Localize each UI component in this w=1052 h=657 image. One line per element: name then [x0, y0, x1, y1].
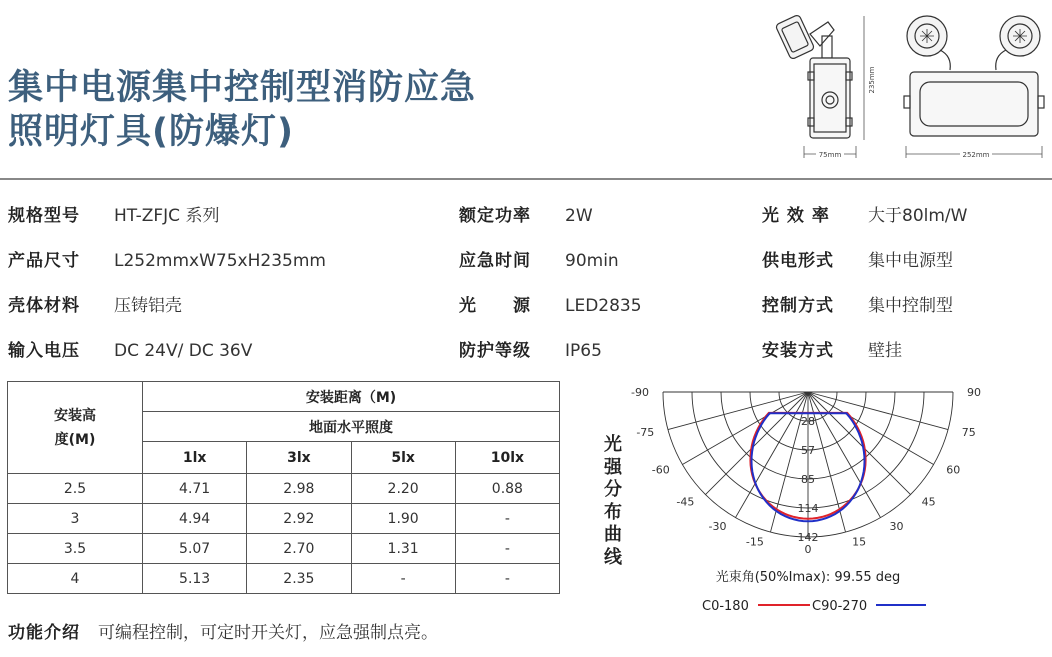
- spec-label: 应急时间: [459, 251, 531, 271]
- angle-label: -90: [631, 386, 649, 399]
- table-cell: -: [455, 534, 559, 564]
- spec-value: HT-ZFJC 系列: [114, 206, 220, 226]
- grid-spoke: [682, 392, 808, 465]
- divider-line: [0, 178, 1052, 180]
- angle-label: 75: [961, 426, 976, 440]
- legend-label-c90: C90-270: [812, 599, 868, 614]
- grid-spoke: [668, 392, 808, 430]
- spec-value: 集中电源型: [868, 251, 953, 271]
- side-view-drawing: [775, 14, 864, 158]
- polar-labels: [631, 386, 981, 556]
- function-label: 功能介绍: [8, 623, 80, 643]
- legend-label-c0: C0-180: [702, 599, 749, 614]
- spec-value: L252mmxW75xH235mm: [114, 251, 326, 271]
- spec-value: 大于80lm/W: [868, 206, 968, 226]
- column-header: 5lx: [351, 442, 455, 474]
- grid-spoke: [705, 392, 808, 495]
- spec-value: IP65: [565, 341, 602, 361]
- table-cell: -: [351, 564, 455, 594]
- column-header: 10lx: [455, 442, 559, 474]
- function-value: 可编程控制，可定时开关灯，应急强制点亮。: [98, 623, 438, 643]
- radial-label: 85: [801, 473, 815, 486]
- grid-spoke: [808, 392, 934, 465]
- spec-label: 安装方式: [762, 341, 834, 361]
- table-cell: 2.98: [247, 474, 351, 504]
- illuminance-header: 地面水平照度: [143, 412, 560, 442]
- angle-label: -15: [745, 535, 764, 549]
- beam-angle-text: 光束角(50%Imax): 99.55 deg: [715, 570, 901, 585]
- table-cell: -: [455, 564, 559, 594]
- function-intro: [8, 618, 438, 643]
- height-header: 安装高 度(M): [8, 382, 143, 474]
- spec-value: 2W: [565, 206, 593, 226]
- height-dimension: 235mm: [868, 66, 876, 94]
- spec-label: 产品尺寸: [8, 251, 80, 271]
- grid-spoke: [808, 392, 948, 430]
- radial-label: 114: [797, 502, 819, 515]
- table-cell: 2.70: [247, 534, 351, 564]
- spec-label: 供电形式: [762, 251, 834, 271]
- spec-label: 控制方式: [762, 296, 834, 316]
- table-cell: 2.92: [247, 504, 351, 534]
- depth-dimension: 75mm: [818, 151, 842, 159]
- angle-label: -60: [651, 463, 670, 477]
- spec-value: 压铸铝壳: [114, 296, 182, 316]
- spec-label: 光 源: [459, 296, 531, 316]
- table-cell: 0.88: [455, 474, 559, 504]
- radial-label: 57: [801, 444, 815, 457]
- table-cell: 4.71: [143, 474, 247, 504]
- polar-chart-title: 光强分布曲线: [604, 434, 622, 568]
- table-cell: 3.5: [8, 534, 143, 564]
- table-cell: 2.35: [247, 564, 351, 594]
- table-cell: 2.5: [8, 474, 143, 504]
- width-dimension: 252mm: [962, 151, 990, 159]
- spec-label: 输入电压: [8, 341, 80, 361]
- front-view-drawing: [904, 16, 1044, 158]
- spec-value: 壁挂: [868, 341, 902, 361]
- angle-label: 15: [852, 535, 867, 549]
- table-row: [8, 564, 560, 594]
- grid-spoke: [808, 392, 881, 518]
- spec-label: 壳体材料: [8, 296, 80, 316]
- spec-label: 规格型号: [8, 206, 80, 226]
- spec-label: 防护等级: [459, 341, 531, 361]
- radial-label: 142: [797, 531, 819, 544]
- title-line-1: 集中电源集中控制型消防应急: [8, 68, 477, 108]
- distance-header: 安装距离（M): [143, 382, 560, 412]
- angle-label: 90: [967, 386, 981, 399]
- column-header: 3lx: [247, 442, 351, 474]
- table-cell: 1.31: [351, 534, 455, 564]
- title-line-2: 照明灯具(防爆灯): [8, 112, 294, 152]
- grid-spoke: [736, 392, 809, 518]
- angle-label: 0: [804, 543, 812, 556]
- installation-table: [7, 381, 560, 594]
- spec-label: 额定功率: [459, 206, 531, 226]
- spec-label: 光 效 率: [762, 206, 830, 226]
- table-cell: 4: [8, 564, 143, 594]
- angle-label: -45: [676, 495, 695, 509]
- angle-label: -30: [708, 520, 727, 534]
- spec-value: 90min: [565, 251, 619, 271]
- table-cell: 4.94: [143, 504, 247, 534]
- table-cell: 5.13: [143, 564, 247, 594]
- table-cell: 2.20: [351, 474, 455, 504]
- table-cell: 3: [8, 504, 143, 534]
- grid-spoke: [808, 392, 911, 495]
- angle-label: 30: [889, 520, 904, 534]
- table-row: [8, 534, 560, 564]
- spec-value: 集中控制型: [868, 296, 953, 316]
- table-cell: -: [455, 504, 559, 534]
- angle-label: 45: [921, 495, 936, 509]
- table-row: [8, 474, 560, 504]
- angle-label: 60: [946, 463, 961, 477]
- angle-label: -75: [636, 426, 655, 440]
- spec-value: LED2835: [565, 296, 642, 316]
- spec-value: DC 24V/ DC 36V: [114, 341, 253, 361]
- table-row: [8, 504, 560, 534]
- radial-label: 28: [801, 415, 815, 428]
- polar-distribution-chart: [630, 380, 981, 620]
- column-header: 1lx: [143, 442, 247, 474]
- table-cell: 5.07: [143, 534, 247, 564]
- product-drawings: [770, 6, 1050, 168]
- table-cell: 1.90: [351, 504, 455, 534]
- product-title: [8, 66, 568, 154]
